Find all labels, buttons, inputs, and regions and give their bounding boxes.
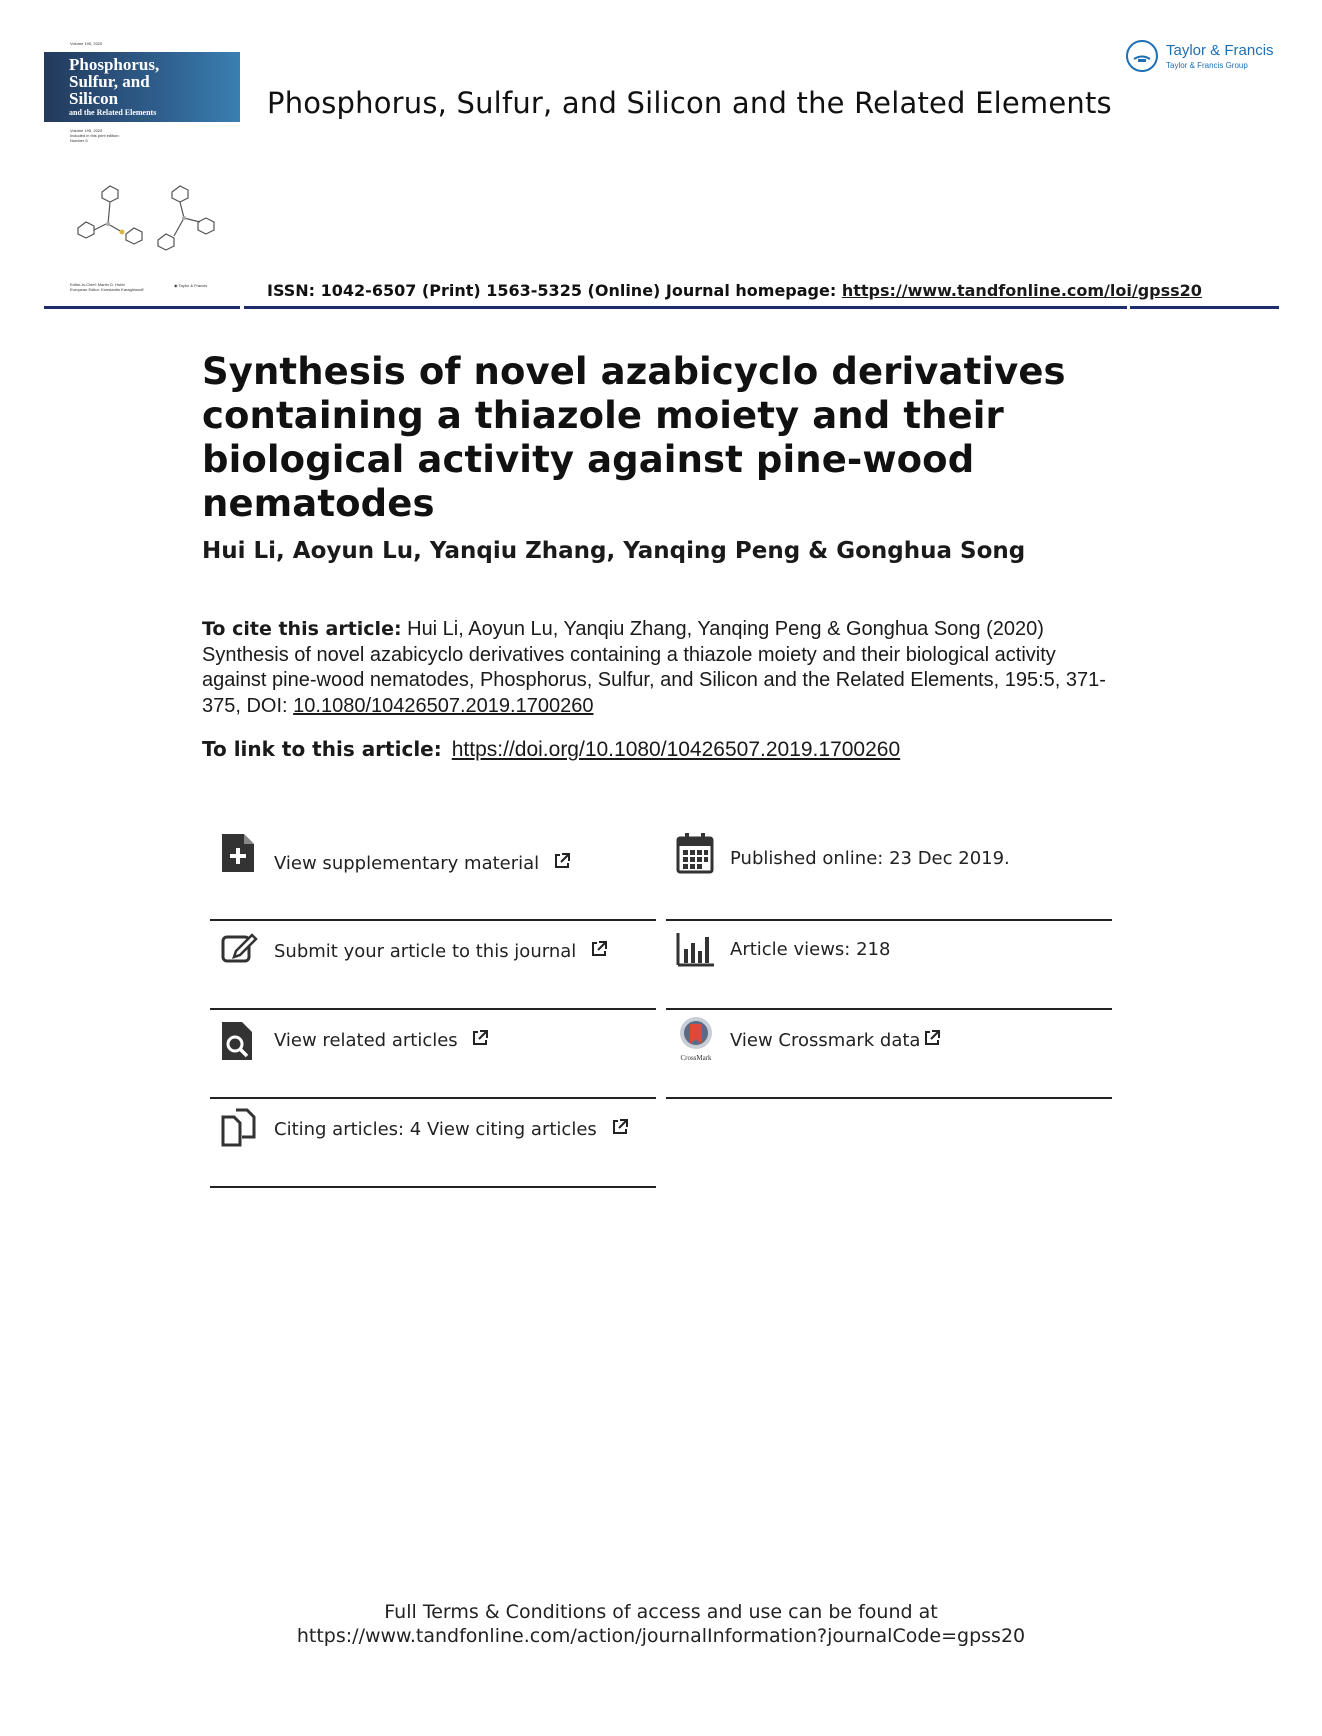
crossmark-cell[interactable]	[666, 1010, 1112, 1099]
cover-publisher-name: Taylor & Francis	[178, 283, 208, 288]
external-link-icon	[553, 852, 571, 870]
journal-cover-image	[44, 38, 240, 296]
header-divider	[44, 306, 1279, 309]
cite-label: To cite this article:	[202, 618, 402, 640]
article-authors: Hui Li, Aoyun Lu, Yanqiu Zhang, Yanqing Peng & Gonghua Song	[202, 538, 1026, 564]
footer-terms	[0, 1600, 1322, 1648]
cover-top-strip	[44, 38, 240, 52]
footer-terms-line: Full Terms & Conditions of access and use can be found at	[384, 1601, 938, 1623]
submit-label: Submit your article to this journal	[274, 941, 577, 962]
cover-subtitle: and the Related Elements	[69, 108, 157, 117]
crossmark-icon	[676, 1016, 716, 1062]
submit-article-link[interactable]	[274, 940, 608, 962]
edit-icon	[220, 929, 258, 971]
cover-editors: Editor-in-Chief: Martin D. Hubb European Editor: Konstantin Karaghiosoff	[70, 282, 144, 292]
issn-text: ISSN: 1042-6507 (Print) 1563-5325 (Online) Journal homepage:	[267, 281, 842, 300]
search-document-icon	[220, 1020, 258, 1062]
related-articles-link[interactable]	[274, 1029, 489, 1051]
journal-name: Phosphorus, Sulfur, and Silicon and the Related Elements	[267, 86, 1112, 120]
cover-title-band	[44, 52, 240, 122]
submit-cell[interactable]	[210, 921, 656, 1010]
related-cell[interactable]	[210, 1010, 656, 1099]
crossmark-logo-text: CrossMark	[680, 1054, 712, 1062]
citing-cell[interactable]	[210, 1099, 656, 1188]
cite-text: Hui Li, Aoyun Lu, Yanqiu Zhang, Yanqing Peng & Gonghua Song (2020) Synthesis of novel azabicyclo derivatives containing a thiazole moiety and their biological activity against pine-wood nematodes, Phosphorus, Sulfur, and Silicon and the Related Elements, 195:5, 371-375, DOI:	[202, 618, 1106, 717]
external-link-icon	[471, 1029, 489, 1047]
molecule-illustration	[68, 178, 218, 273]
doi-link[interactable]: 10.1080/10426507.2019.1700260	[293, 694, 594, 717]
citing-articles-link[interactable]	[274, 1118, 629, 1140]
journal-homepage-link[interactable]: https://www.tandfonline.com/loi/gpss20	[841, 281, 1202, 300]
supplementary-label: View supplementary material	[274, 853, 540, 874]
crossmark-link[interactable]	[730, 1029, 941, 1051]
external-link-icon	[611, 1118, 629, 1136]
citing-label: Citing articles: 4 View citing articles	[274, 1119, 597, 1140]
issn-line	[267, 281, 1202, 300]
supplementary-cell[interactable]	[210, 832, 656, 921]
cover-volume-label: Volume 195, 2020	[70, 41, 103, 46]
link-label: To link to this article:	[202, 737, 442, 761]
crossmark-label: View Crossmark data	[730, 1030, 921, 1051]
taylor-francis-logo[interactable]	[1126, 40, 1286, 76]
published-date: Published online: 23 Dec 2019.	[730, 848, 1010, 869]
cover-publisher-icon: ◉	[174, 283, 179, 288]
article-link-line	[202, 737, 900, 762]
related-label: View related articles	[274, 1030, 458, 1051]
supplementary-link[interactable]	[274, 852, 571, 874]
article-doi-url[interactable]: https://doi.org/10.1080/10426507.2019.1700260	[451, 738, 901, 761]
cover-title: Phosphorus, Sulfur, and Silicon	[69, 55, 160, 108]
taylor-francis-emblem-icon	[1126, 40, 1158, 72]
calendar-icon	[676, 832, 714, 874]
footer-terms-url[interactable]: https://www.tandfonline.com/action/journalInformation?journalCode=gpss20	[296, 1625, 1026, 1647]
bar-chart-icon	[676, 931, 714, 973]
article-views: Article views: 218	[730, 939, 891, 960]
cover-publisher-logo	[174, 283, 207, 288]
external-link-icon	[590, 940, 608, 958]
add-file-icon	[220, 832, 258, 874]
citation-block	[202, 617, 1122, 719]
publisher-group: Taylor & Francis Group	[1166, 61, 1248, 70]
views-cell	[666, 921, 1112, 1010]
article-title: Synthesis of novel azabicyclo derivatives containing a thiazole moiety and their biological activity against pine-wood nematodes	[202, 350, 1066, 525]
published-cell	[666, 832, 1112, 921]
copy-documents-icon	[220, 1107, 258, 1149]
external-link-icon	[923, 1029, 941, 1047]
cover-edition-note: Volume 195, 2020 Included in this print edition: Number 5	[70, 128, 120, 143]
publisher-name: Taylor & Francis	[1166, 42, 1274, 59]
